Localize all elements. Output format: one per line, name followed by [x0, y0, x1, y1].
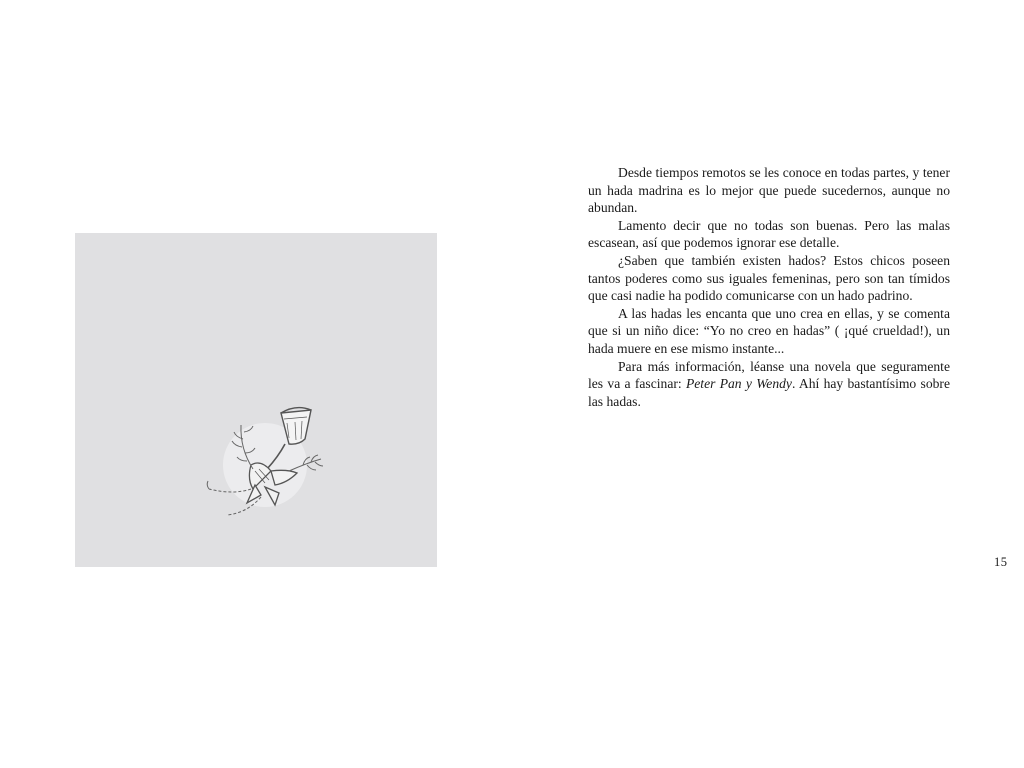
body-text	[588, 164, 950, 410]
text-segment: . Ahí hay bastantísimo sobre las hadas.	[588, 376, 950, 409]
illustration-panel	[75, 233, 437, 567]
paragraph: ¿Saben que también existen hados? Estos chicos poseen tantos poderes como sus iguales femeninas, pero son tan tímidos que casi nadie ha podido comunicarse con un hado padrino.	[588, 252, 950, 304]
book-title: Peter Pan y Wendy	[685, 376, 792, 392]
paragraph-last	[588, 358, 950, 411]
paragraph: A las hadas les encanta que uno crea en ellas, y se comenta que si un niño dice: “Yo no creo en hadas” ( ¡qué crueldad!), un hada muere en ese mismo instante...	[588, 305, 950, 356]
paragraph: Desde tiempos remotos se les conoce en todas partes, y tener un hada madrina es lo mejor que puede sucedernos, aunque no abundan.	[588, 165, 950, 216]
text-segment: Para más información, léanse una novela que seguramente les va a fascinar:	[588, 358, 950, 392]
fairy-drawing	[75, 233, 437, 567]
page-number: 15	[994, 555, 1008, 569]
paragraph: Lamento decir que no todas son buenas. Pero las malas escasean, así que podemos ignorar ese detalle.	[588, 217, 950, 251]
